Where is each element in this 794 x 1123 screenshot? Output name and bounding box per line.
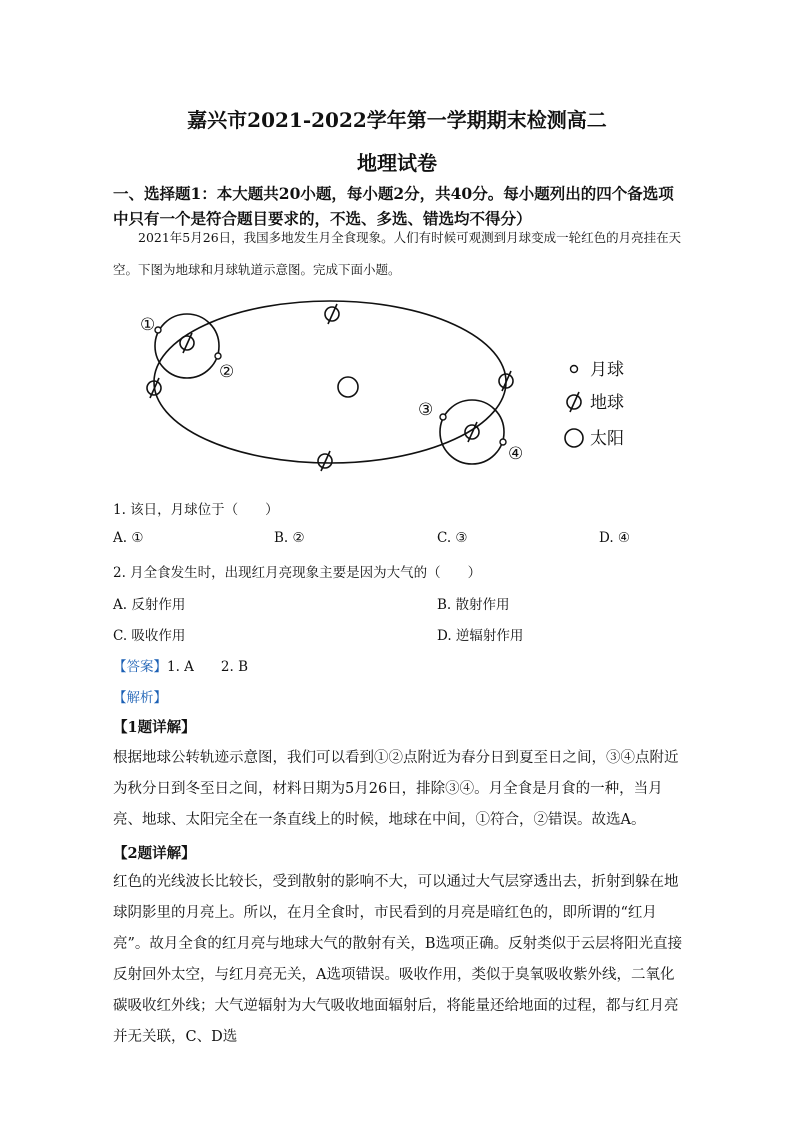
answer-value: 1. A 2. B <box>167 659 249 675</box>
detail2-label: 【2题详解】 <box>113 845 196 862</box>
earth-orbit <box>154 301 506 463</box>
legend-earth-label: 地球 <box>590 393 624 412</box>
q1-option-b: B. ② <box>274 530 305 546</box>
moon-icon <box>155 327 161 333</box>
detail1-text: 根据地球公转轨迹示意图，我们可以看到①②点附近为春分日到夏至日之间，③④点附近为秋分日到冬至日之间，材料日期为5月26日，排除③④。月全食是月食的一种，当月亮、地球、太阳完全在一条直线上的时候，地球在中间，①符合，②错误。故选A。 <box>113 750 679 828</box>
legend-earth-icon <box>567 392 581 412</box>
q2-option-b: B. 散射作用 <box>437 597 510 613</box>
moon-icon <box>215 353 221 359</box>
label-3: ③ <box>418 400 434 420</box>
q2-stem: 2. 月全食发生时，出现红月亮现象主要是因为大气的（ ） <box>113 565 482 581</box>
page-subtitle: 地理试卷 <box>357 151 437 175</box>
q1-option-d: D. ④ <box>599 530 631 546</box>
q1-option-a: A. ① <box>113 530 144 546</box>
analysis-label: 【解析】 <box>113 690 167 706</box>
legend-moon-icon <box>571 366 578 373</box>
label-2: ② <box>219 362 235 382</box>
moon-icon <box>440 414 446 420</box>
earth-icon <box>180 333 194 353</box>
earth-icon <box>325 304 339 324</box>
section-header: 一、选择题1：本大题共20小题，每小题2分，共40分。每小题列出的四个备选项中只有一个是符合题目要求的，不选、多选、错选均不得分） <box>113 184 674 228</box>
q1-stem: 1. 该日，月球位于（ ） <box>113 502 279 518</box>
q1-option-c: C. ③ <box>437 530 468 546</box>
detail2-text: 红色的光线波长比较长，受到散射的影响不大，可以通过大气层穿透出去，折射到躲在地球阴影里的月亮上。所以，在月全食时，市民看到的月亮是暗红色的，即所谓的“红月亮”。故月全食的红月亮与地球大气的散射有关，B选项正确。反射类似于云层将阳光直接反射回外太空，与红月亮无关，A选项错误。吸收作用，类似于臭氧吸收紫外线，二氧化碳吸收红外线；大气逆辐射为大气吸收地面辐射后，将能量还给地面的过程，都与红月亮并无关联，C、D选 <box>113 874 683 1045</box>
answer-label: 【答案】 <box>113 659 167 675</box>
earth-icon <box>147 378 161 398</box>
label-4: ④ <box>508 444 524 464</box>
detail1-label: 【1题详解】 <box>113 719 196 736</box>
orbit-diagram <box>130 292 650 482</box>
page-title: 嘉兴市2021-2022学年第一学期期末检测高二 <box>187 108 607 132</box>
moon-icon <box>500 439 506 445</box>
legend-sun-label: 太阳 <box>590 429 624 448</box>
answer-line <box>113 655 248 675</box>
legend-sun-icon <box>565 429 583 447</box>
earth-icon <box>499 371 513 391</box>
intro-text: 2021年5月26日，我国多地发生月全食现象。人们有时候可观测到月球变成一轮红色的月亮挂在天空。下图为地球和月球轨道示意图。完成下面小题。 <box>113 230 682 277</box>
q2-option-a: A. 反射作用 <box>113 597 186 613</box>
q2-option-c: C. 吸收作用 <box>113 628 186 644</box>
legend-moon-label: 月球 <box>590 360 624 379</box>
earth-icon <box>318 451 332 471</box>
sun-icon <box>338 377 358 397</box>
label-1: ① <box>140 315 156 335</box>
q2-option-d: D. 逆辐射作用 <box>437 628 524 644</box>
